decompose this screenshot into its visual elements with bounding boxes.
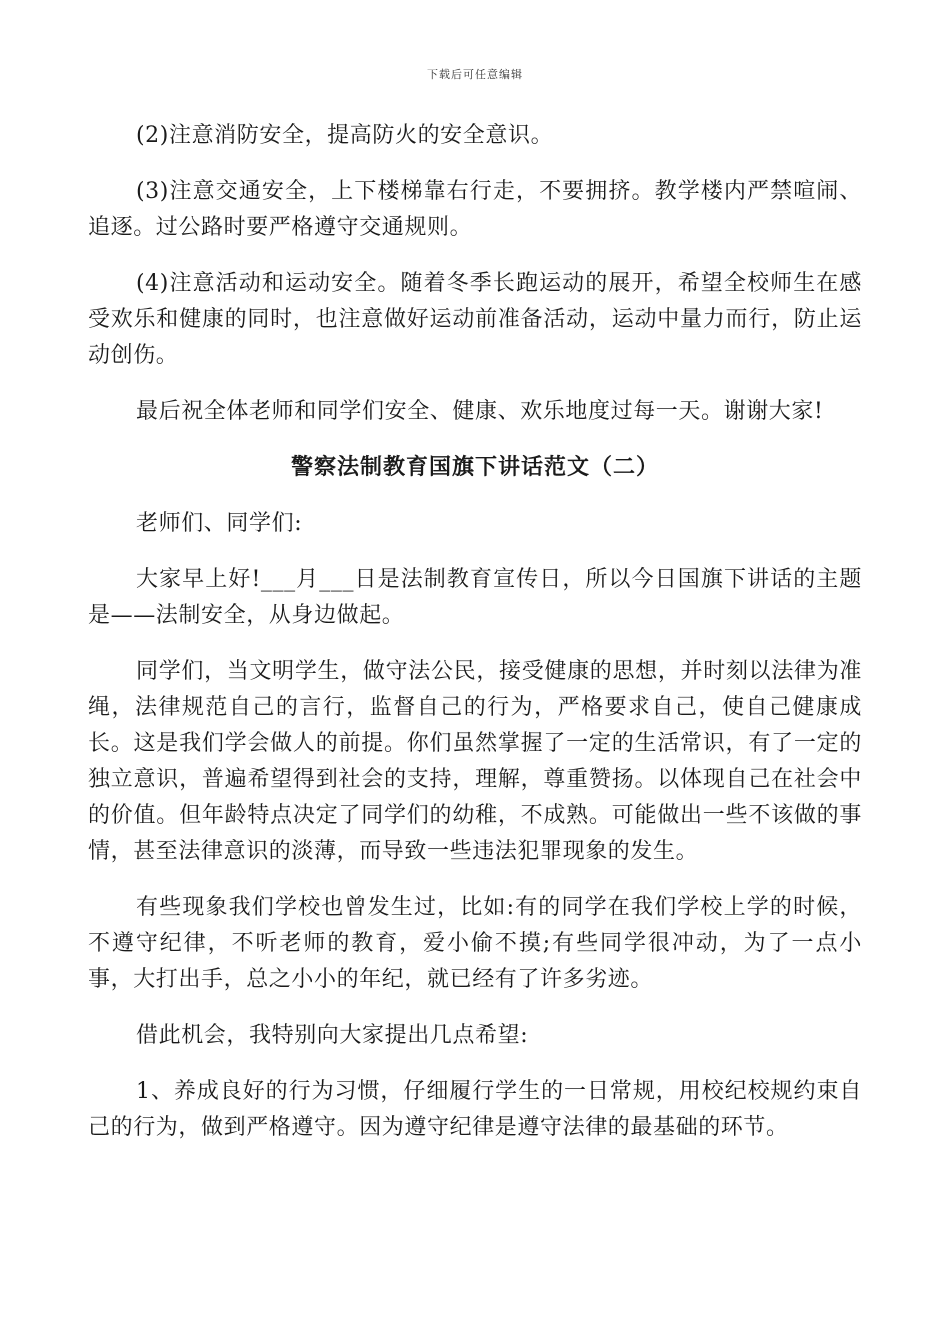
paragraph-school-phenomena: 有些现象我们学校也曾发生过，比如:有的同学在我们学校上学的时候，不遵守纪律，不听老师的教育，爱小偷不摸;有些同学很冲动，为了一点小事，大打出手，总之小小的年纪，就已经有了许多劣迹。 [88,895,862,992]
paragraph-hopes-intro: 借此机会，我特别向大家提出几点希望: [136,1023,529,1048]
paragraph-law-abiding: 同学们，当文明学生，做守法公民，接受健康的思想，并时刻以法律为准绳，法律规范自己的言行，监督自己的行为，严格要求自己，使自己健康成长。这是我们学会做人的前提。你们虽然掌握了一定的生活常识，有了一定的独立意识，普遍希望得到社会的支持，理解，尊重赞扬。以体现自己在社会中的价值。但年龄特点决定了同学们的幼稚，不成熟。可能做出一些不该做的事情，甚至法律意识的淡薄，而导致一些违法犯罪现象的发生。 [88,659,862,864]
document-body [88,118,862,1166]
section-title: 警察法制教育国旗下讲话范文（二） [290,455,659,480]
header-note: 下载后可任意编辑 [427,68,523,81]
paragraph-greeting: 老师们、同学们: [136,511,303,536]
paragraph-closing-wish: 最后祝全体老师和同学们安全、健康、欢乐地度过每一天。谢谢大家! [136,399,824,424]
paragraph-hope-1: 1、养成良好的行为习惯，仔细履行学生的一日常规，用校纪校规约束自己的行为，做到严格遵守。因为遵守纪律是遵守法律的最基础的环节。 [88,1079,862,1140]
paragraph-traffic-safety: (3)注意交通安全，上下楼梯靠右行走，不要拥挤。教学楼内严禁喧闹、追逐。过公路时要严格遵守交通规则。 [88,179,862,240]
paragraph-theme: 大家早上好!___月___日是法制教育宣传日，所以今日国旗下讲话的主题是——法制安全，从身边做起。 [88,567,862,628]
paragraph-activity-safety: (4)注意活动和运动安全。随着冬季长跑运动的展开，希望全校师生在感受欢乐和健康的同时，也注意做好运动前准备活动，运动中量力而行，防止运动创伤。 [88,271,862,368]
paragraph-fire-safety: (2)注意消防安全，提高防火的安全意识。 [136,123,554,148]
